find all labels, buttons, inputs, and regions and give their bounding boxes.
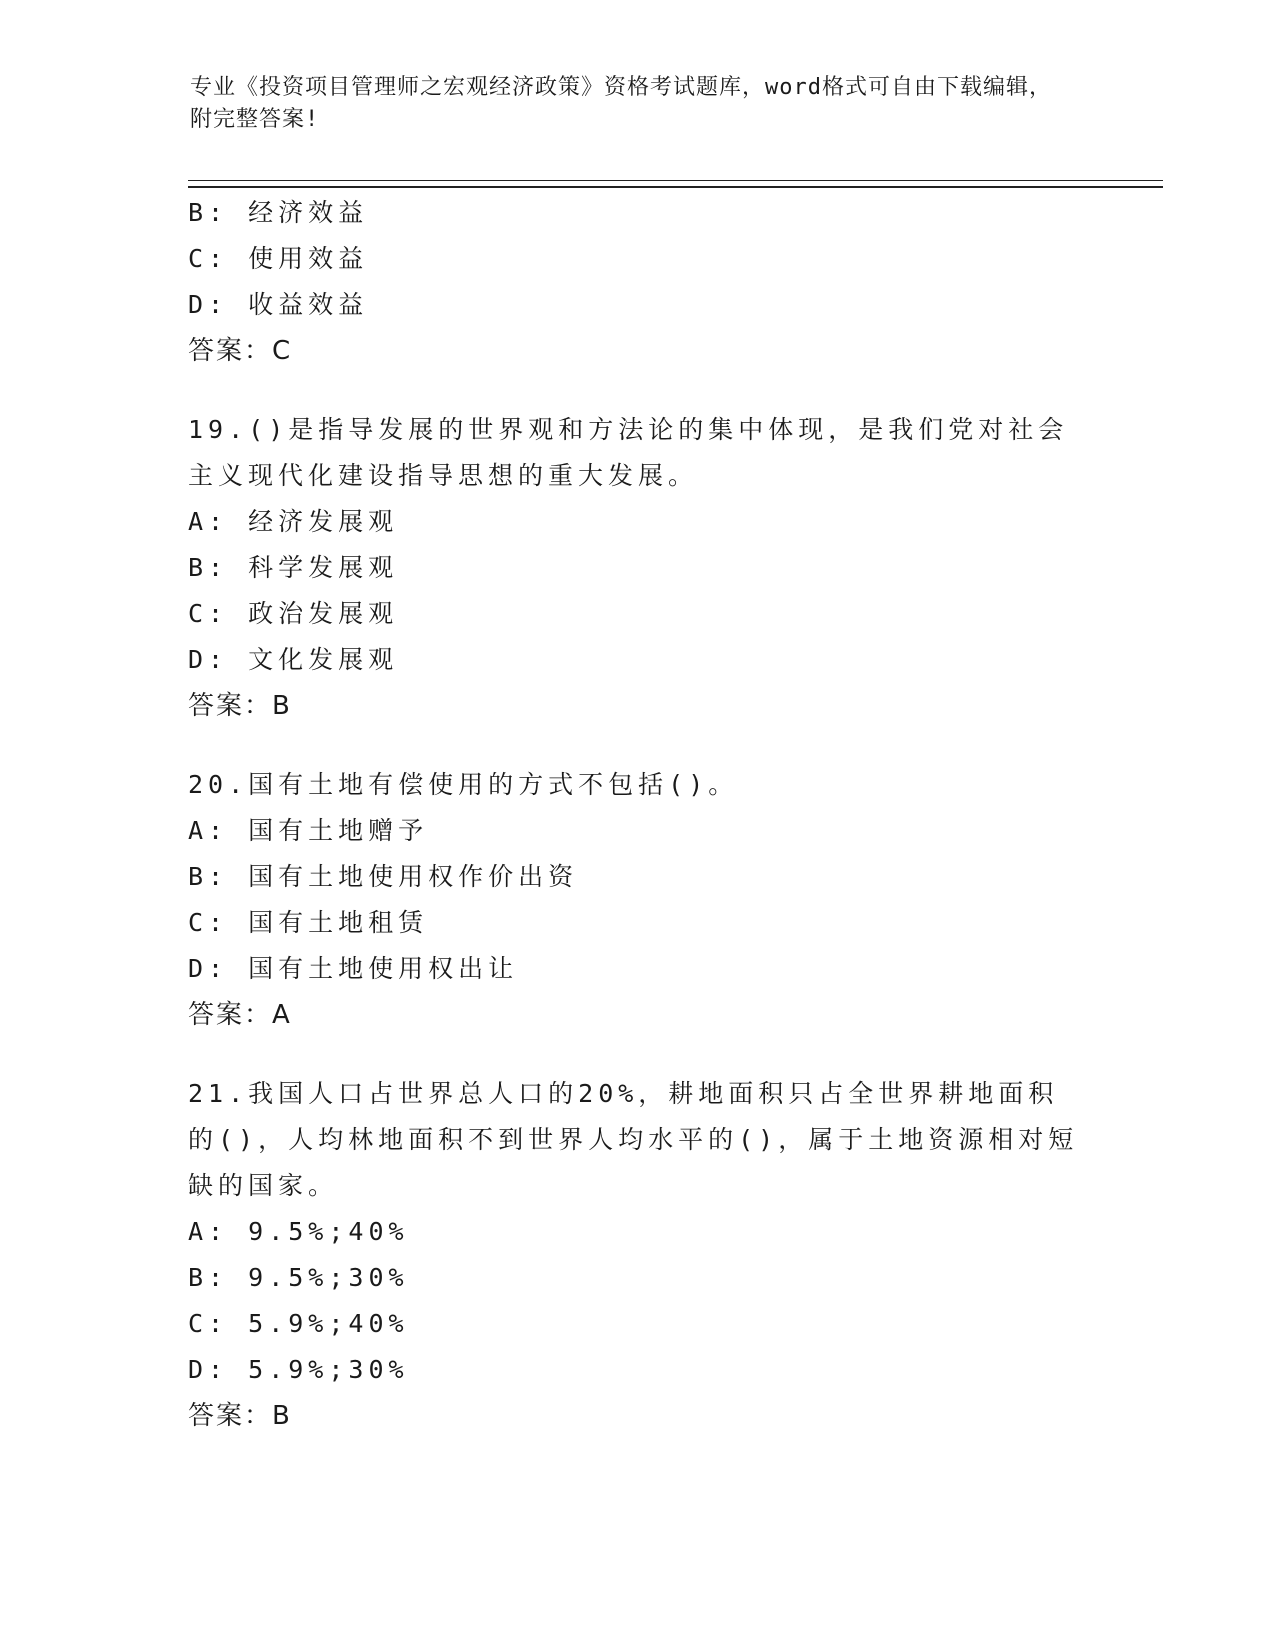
option-d: D: 文化发展观 (188, 645, 399, 674)
option-b: B: 9.5%;30% (188, 1263, 409, 1292)
question-20 (188, 762, 1088, 1038)
option-b: B: 科学发展观 (188, 553, 399, 582)
option-d: D: 5.9%;30% (188, 1355, 409, 1384)
option-a: A: 经济发展观 (188, 507, 399, 536)
answer-line: 答案：C (188, 336, 293, 366)
option-c: C: 国有土地租赁 (188, 908, 429, 937)
answer-line: 答案：B (188, 1401, 292, 1431)
question-stem: 20.国有土地有偿使用的方式不包括()。 (188, 770, 739, 799)
option-b: B: 经济效益 (188, 198, 369, 227)
option-b: B: 国有土地使用权作价出资 (188, 862, 579, 891)
option-a: A: 国有土地赠予 (188, 816, 429, 845)
option-c: C: 使用效益 (188, 244, 369, 273)
option-c: C: 5.9%;40% (188, 1309, 409, 1338)
option-c: C: 政治发展观 (188, 599, 399, 628)
document-body (188, 190, 1088, 1439)
page-header: 专业《投资项目管理师之宏观经济政策》资格考试题库，word格式可自由下载编辑，附完整答案! (190, 75, 1052, 132)
question-block-continued (188, 190, 1088, 374)
question-19 (188, 407, 1088, 729)
answer-line: 答案：A (188, 1000, 292, 1030)
header-divider (188, 180, 1163, 188)
option-d: D: 国有土地使用权出让 (188, 954, 519, 983)
question-stem: 21.我国人口占世界总人口的20%，耕地面积只占全世界耕地面积的()，人均林地面积不到世界人均水平的()，属于土地资源相对短缺的国家。 (188, 1079, 1079, 1200)
answer-line: 答案：B (188, 691, 292, 721)
option-a: A: 9.5%;40% (188, 1217, 409, 1246)
question-21 (188, 1071, 1088, 1439)
question-stem: 19.()是指导发展的世界观和方法论的集中体现，是我们党对社会主义现代化建设指导思想的重大发展。 (188, 415, 1069, 490)
option-d: D: 收益效益 (188, 290, 369, 319)
